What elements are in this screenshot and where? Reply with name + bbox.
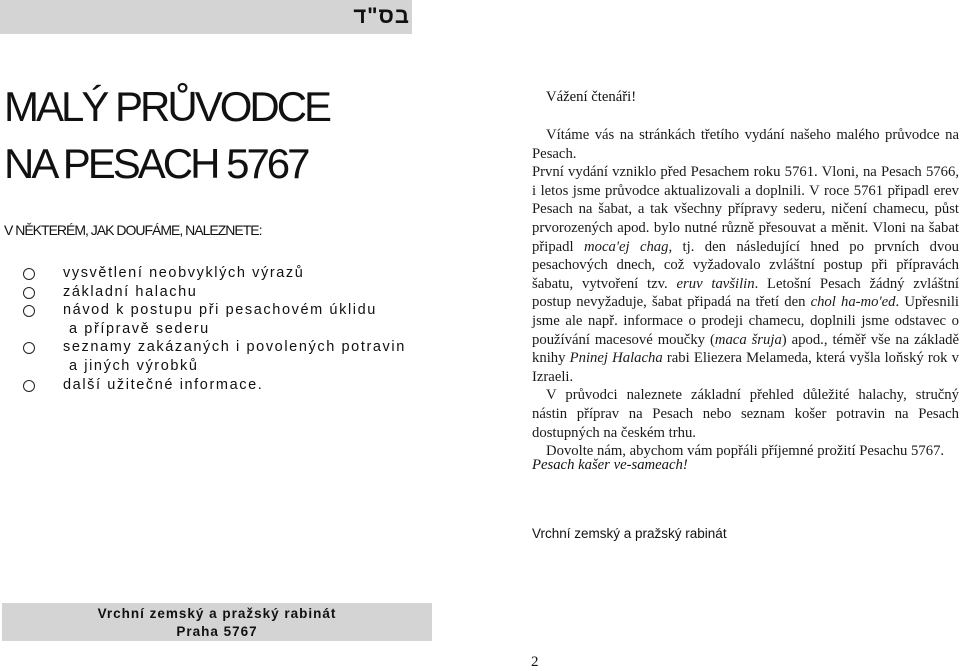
page-title xyxy=(4,78,424,192)
bullet-icon xyxy=(23,268,35,280)
bullet-icon xyxy=(23,287,35,299)
list-item: další užitečné informace. xyxy=(23,376,433,395)
contents-list xyxy=(23,264,433,394)
footer-line-1: Vrchní zemský a pražský rabinát xyxy=(97,606,337,621)
letter-paragraph-3: V průvodci naleznete základní přehled důležité halachy, stručný nástin příprav na Pesach nebo seznam košer potravin na Pesach dostupných na českém trhu. xyxy=(532,387,959,441)
list-item: seznamy zakázaných i povolených potravin a jiných výrobků xyxy=(23,338,433,375)
page-number: 2 xyxy=(531,654,539,670)
bullet-icon xyxy=(23,342,35,354)
title-line-1: MALÝ PRŮVODCE xyxy=(4,83,330,130)
title-line-2: NA PESACH 5767 xyxy=(4,140,308,187)
letter-greeting: Vážení čtenáři! xyxy=(546,89,637,105)
letter-signature: Vrchní zemský a pražský rabinát xyxy=(532,526,727,541)
bullet-icon xyxy=(23,305,35,317)
subtitle: V NĚKTERÉM, JAK DOUFÁME, NALEZNETE: xyxy=(4,222,262,238)
bullet-icon xyxy=(23,380,35,392)
header-bar xyxy=(0,0,412,34)
letter-body xyxy=(532,126,959,461)
list-item: návod k postupu při pesachovém úklidu a přípravě sederu xyxy=(23,301,433,338)
letter-closing: Pesach kašer ve-sameach! xyxy=(532,457,688,473)
letter-paragraph-4: Dovolte nám, abychom vám popřáli příjemné prožití Pesachu 5767. xyxy=(546,443,945,460)
footer-line-2: Praha 5767 xyxy=(176,624,258,639)
hebrew-header: בס"ד xyxy=(353,3,410,28)
letter-paragraph-2: První vydání vzniklo před Pesachem roku 5761. Vloni, na Pesach 5766, i letos jsme průvodce aktualizovali a doplnili. V roce 5761 připadl erev Pesach na šabat, a tak všechny přípravy sederu, ničení chamecu, půst prvorozených apod. bylo nutné různě přesouvat a měnit. Vloni na šabat připadl moca'ej chag, tj. den následující hned po prvních dvou pesachových dnech, což vyžadovalo zvláštní postup při přípravách šabatu, vytvoření tzv. eruv tavšilin. Letošní Pesach žádný zvláštní postup nevyžaduje, šabat připadá na třetí den chol ha-mo'ed. Upřesnili jsme ale např. informace o prodeji chamecu, doplnili jsme odstavec o používání macesové moučky (maca šruja) apod., téměř vše na základě knihy Pninej Halacha rabi Eliezera Melameda, která vyšla loňský rok v Izraeli. xyxy=(532,164,960,385)
list-item: vysvětlení neobvyklých výrazů xyxy=(23,264,433,283)
letter-paragraph-1: Vítáme vás na stránkách třetího vydání našeho malého průvodce na Pesach. xyxy=(532,127,959,162)
footer-box xyxy=(2,603,432,641)
list-item: základní halachu xyxy=(23,283,433,302)
